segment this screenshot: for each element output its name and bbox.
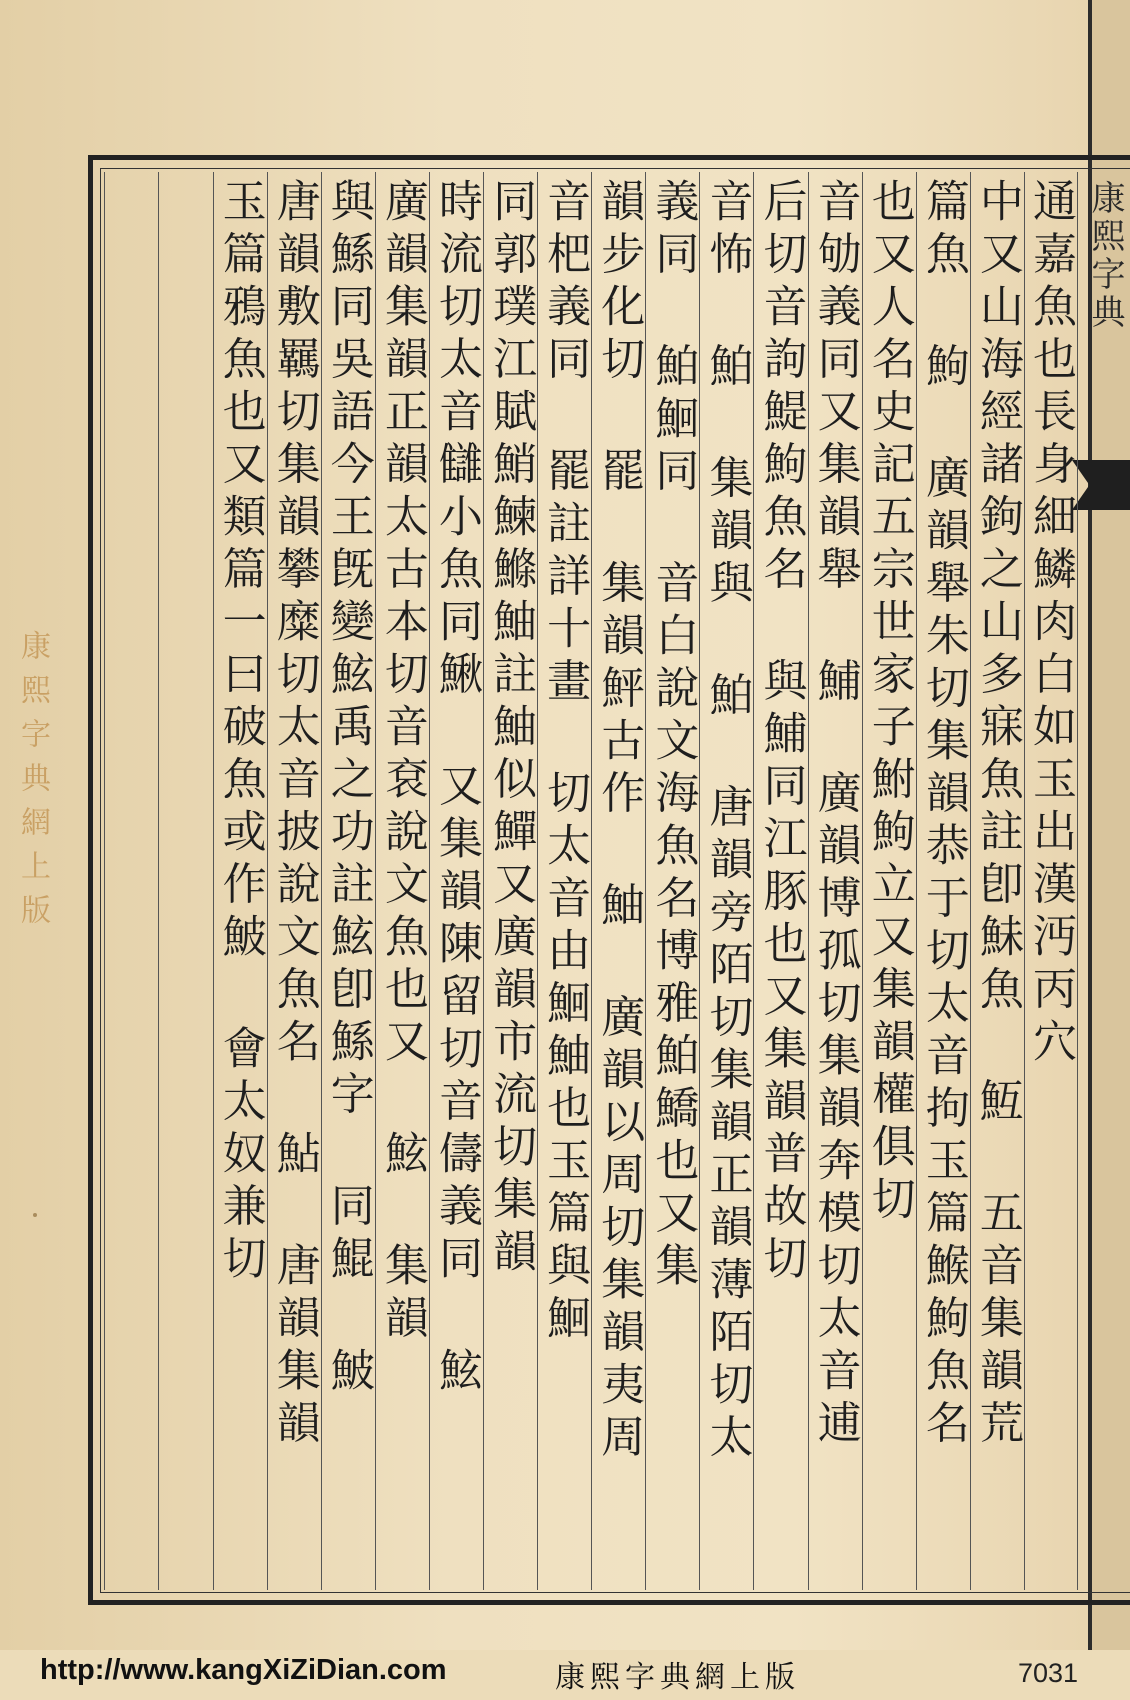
text-column: 義同 鮊鮰同 音白說文海魚名博雅鮊鱎也又集 [645, 172, 699, 1590]
text-column: 通嘉魚也長身細鱗肉白如玉出漢沔丙穴 [1024, 172, 1078, 1590]
text-column: 音劬義同又集韻舉 鯆 廣韻博孤切集韻奔模切太音逋 [808, 172, 862, 1590]
side-watermark-label: 康熙字典網上版 [15, 630, 50, 938]
page-number: 7031 [1018, 1658, 1079, 1688]
text-column: 同郭璞江賦鮹鰊鰷鮋註鮋似鱓又廣韻市流切集韻 [483, 172, 537, 1590]
text-column: 音杷義同 罷註詳十畫 切太音由鮰鮋也玉篇與鮰 [537, 172, 591, 1590]
text-column: 廣韻集韻正韻太古本切音袞說文魚也又 鮌 集韻 [375, 172, 429, 1590]
text-column: 中又山海經諸鉤之山多寐魚註卽鮇魚 魱 五音集韻荒 [970, 172, 1024, 1590]
margin-dot [33, 1213, 37, 1217]
text-column: 篇魚 鮈 廣韻舉朱切集韻恭于切太音拘玉篇鯸鮈魚名 [916, 172, 970, 1590]
text-column: 韻步化切 罷 集韻鮃古作 鮋 廣韻以周切集韻夷周 [591, 172, 645, 1590]
text-column: 時流切太音讎小魚同鰍 又集韻陳留切音儔義同 鮌 [429, 172, 483, 1590]
page-header-title: 康熙字典 [1085, 180, 1125, 332]
site-url-link[interactable]: http://www.kangXiZiDian.com [40, 1654, 447, 1686]
text-column: 也又人名史記五宗世家子鮒鮈立又集韻權俱切 [862, 172, 916, 1590]
text-column: 后切音訽鯷鮈魚名 與鯆同江豚也又集韻普故切 [753, 172, 807, 1590]
text-column [158, 172, 212, 1590]
text-columns [103, 172, 1078, 1590]
text-column: 玉篇鴉魚也又類篇一曰破魚或作鮍 會太奴兼切 [213, 172, 267, 1590]
text-column: 唐韻敷羈切集韻攀糜切太音披說文魚名 鮎 唐韻集韻 [267, 172, 321, 1590]
text-column [104, 172, 158, 1590]
text-column: 音怖 鮊 集韻與 鮊 唐韻旁陌切集韻正韻薄陌切太 [699, 172, 753, 1590]
text-column: 與鯀同吳語今王旣變鮌禹之功註鮌卽鯀字 同鯤 鮍 [321, 172, 375, 1590]
footer-title: 康熙字典網上版 [555, 1660, 800, 1695]
